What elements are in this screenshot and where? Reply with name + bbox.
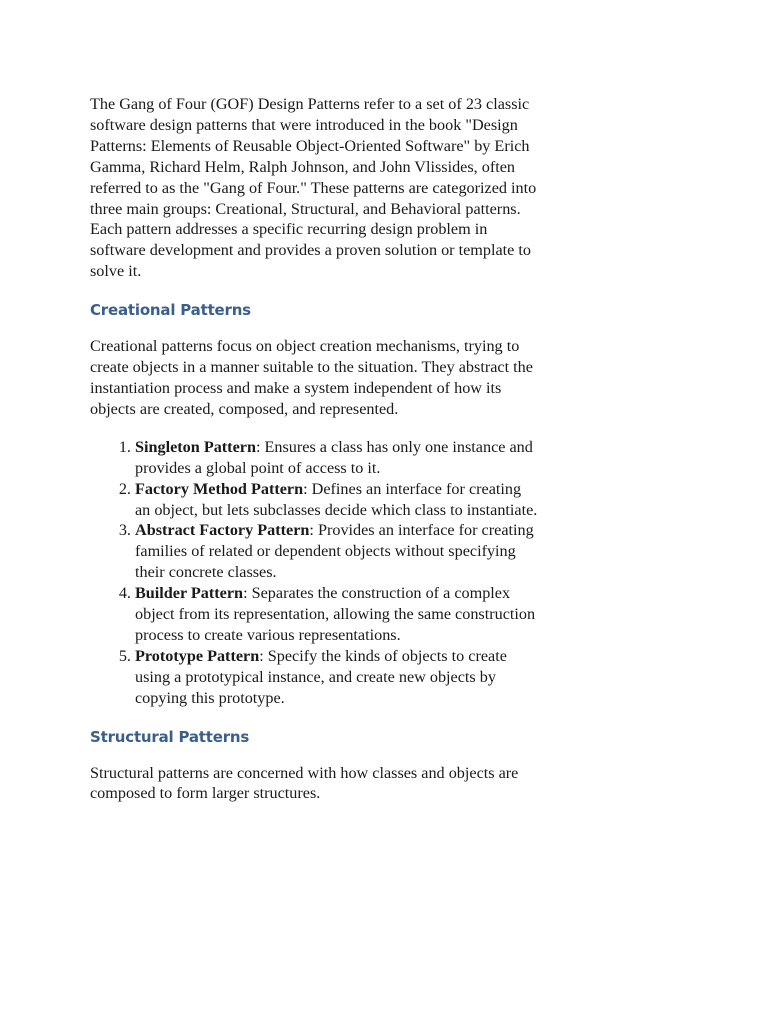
pattern-name: Singleton Pattern [135,437,256,456]
pattern-description: : Separates the construction of a complex object from its representation, allowing the same construction process to create various representations. [135,584,536,644]
structural-paragraph: Structural patterns are concerned with how classes and objects are composed to form larger structures. [90,763,519,803]
pattern-description: : Ensures a class has only one instance and provides a global point of access to it. [135,437,533,477]
pattern-name: Abstract Factory Pattern [135,521,310,540]
intro-paragraph: The Gang of Four (GOF) Design Patterns refer to a set of 23 classic software design patterns that were introduced in the book "Design Patterns: Elements of Reusable Object-Oriented Software" by Erich Gamma, Richard Helm, Ralph Johnson, and John Vlissides, often referred to as the "Gang of Four." These patterns are categorized into three main groups: Creational, Structural, and Behavioral patterns. Each pattern addresses a specific recurring design problem in software development and provides a proven solution or template to solve it. [90,95,537,281]
pattern-name: Builder Pattern [135,584,244,603]
creational-heading: Creational Patterns [90,301,251,320]
pattern-description: : Specify the kinds of objects to create using a prototypical instance, and create new objects by copying this prototype. [135,646,507,707]
pattern-name: Factory Method Pattern [135,479,304,498]
structural-heading: Structural Patterns [90,727,250,746]
pattern-name: Prototype Pattern [135,646,260,665]
pattern-description: : Defines an interface for creating an object, but lets subclasses decide which class to instantiate. [135,479,538,519]
list-item-abstract-factory [135,520,540,583]
creational-paragraph: Creational patterns focus on object creation mechanisms, trying to create objects in a manner suitable to the situation. They abstract the instantiation process and make a system independent of how its objects are created, composed, and represented. [90,337,533,418]
list-item-builder [135,583,540,646]
creational-pattern-list [90,437,540,709]
list-item-prototype [135,646,540,709]
list-item-singleton [135,437,540,479]
pattern-description: : Provides an interface for creating families of related or dependent objects without specifying their concrete classes. [135,521,534,582]
document-body [90,94,540,804]
list-item-factory-method [135,479,540,521]
